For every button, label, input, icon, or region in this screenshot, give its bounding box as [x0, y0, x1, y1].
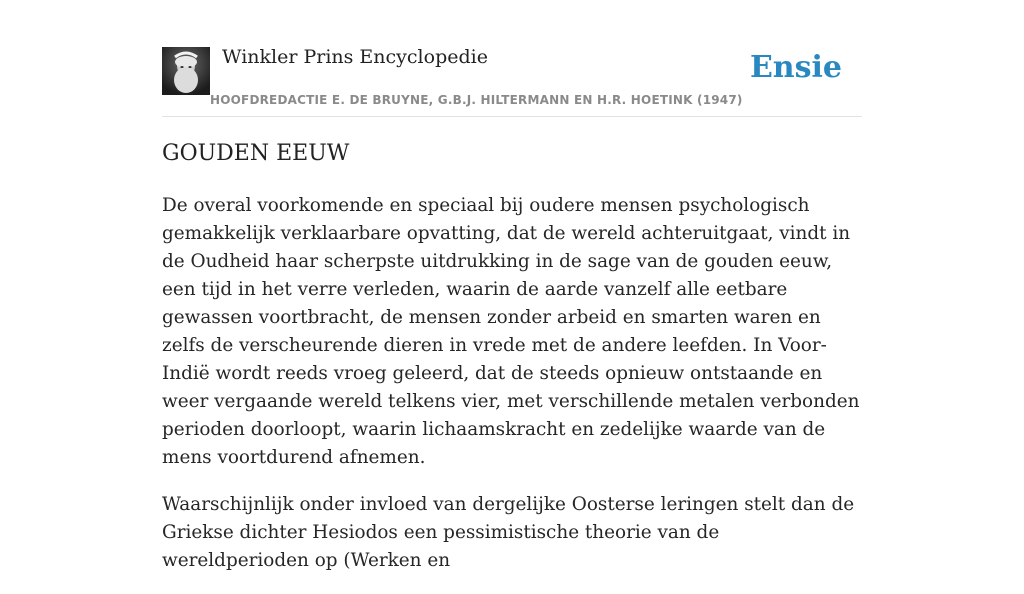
- editors-credit: HOOFDREDACTIE E. DE BRUYNE, G.B.J. HILTERMANN EN H.R. HOETINK (1947): [210, 93, 743, 107]
- article-paragraph: Waarschijnlijk onder invloed van dergelijke Oosterse leringen stelt dan de Griekse dichter Hesiodos een pessimistische theorie van de wereldperioden op (Werken en: [162, 494, 855, 571]
- brand-logo[interactable]: Ensie: [749, 50, 842, 85]
- publication-title[interactable]: Winkler Prins Encyclopedie: [222, 46, 488, 68]
- portrait-image: [162, 47, 210, 95]
- article-paragraph: De overal voorkomende en speciaal bij oudere mensen psychologisch gemakkelijk verklaarbare opvatting, dat de wereld achteruitgaat, vindt in de Oudheid haar scherpste uitdrukking in de sage van de gouden eeuw, een tijd in het verre verleden, waarin de aarde vanzelf alle eetbare gewassen voortbracht, de mensen zonder arbeid en smarten waren en zelfs de verscheurende dieren in vrede met de andere leefden. In Voor-Indië wordt reeds vroeg geleerd, dat de steeds opnieuw ontstaande en weer vergaande wereld telkens vier, met verschillende metalen verbonden perioden doorloopt, waarin lichaamskracht en zedelijke waarde van de mens voortdurend afnemen.: [162, 195, 860, 468]
- site-header: [162, 46, 862, 117]
- article-title: GOUDEN EEUW: [162, 141, 350, 166]
- author-avatar[interactable]: [162, 47, 210, 95]
- article-body: [162, 192, 862, 594]
